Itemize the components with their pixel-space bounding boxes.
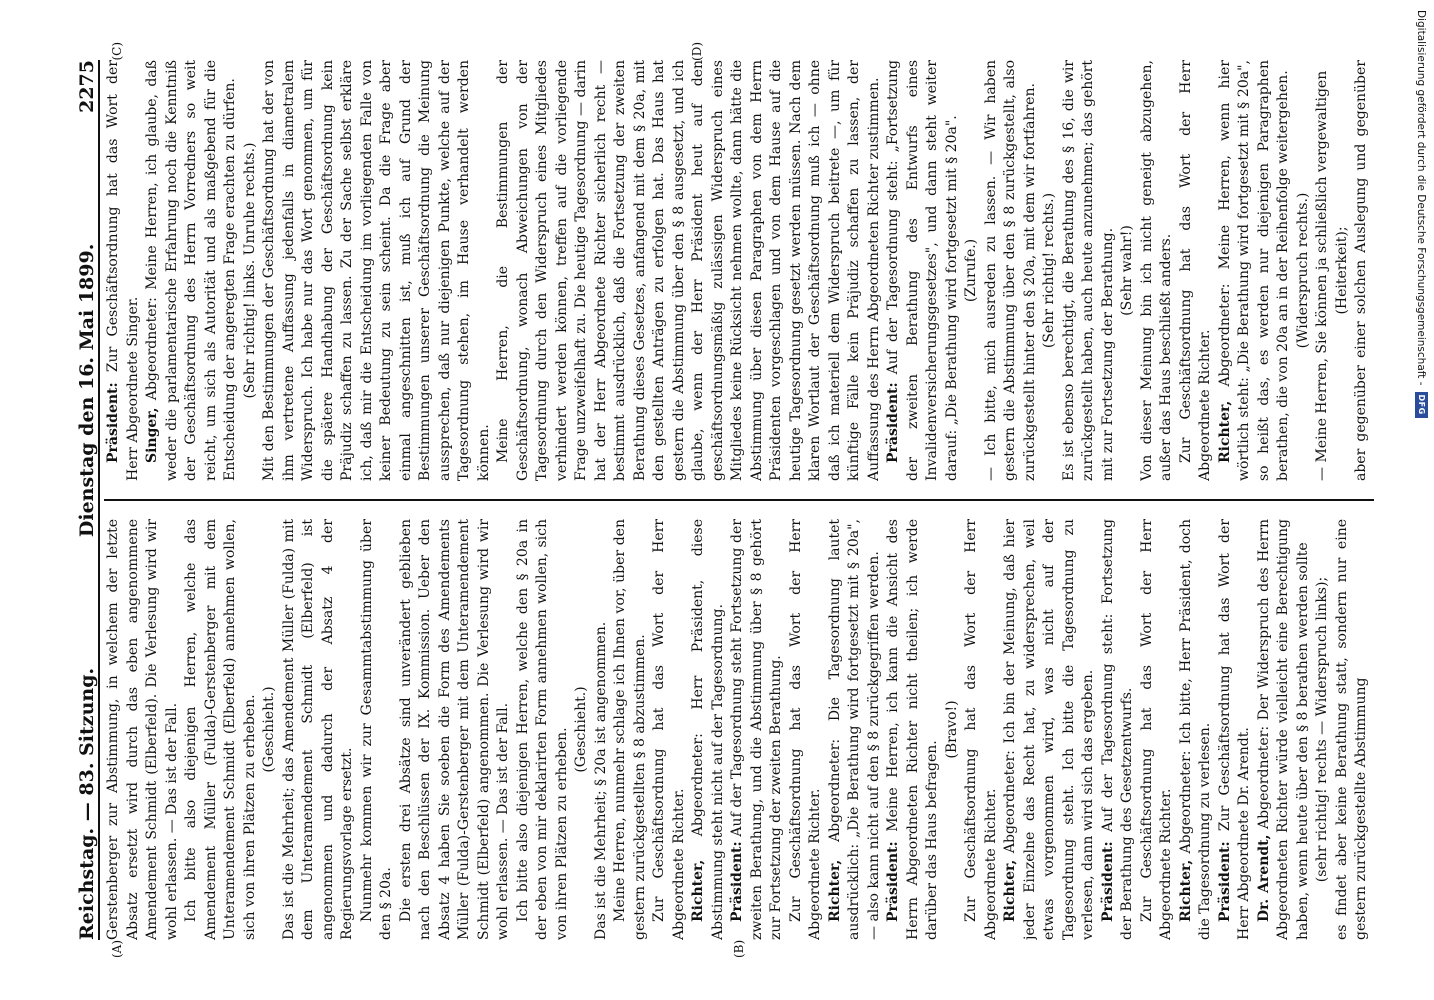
speaker-name: Präsident:: [105, 382, 121, 463]
paragraph: (Geschieht.): [573, 686, 589, 773]
paragraph: Das ist die Mehrheit; § 20a ist angenommen.: [592, 621, 609, 940]
paragraph: Dr. Arendt, Abgeordneter: Der Widerspruch des Herrn Abgeordneten Richter würde vielleicht eine Berechtigung haben, wenn heute über den § 8 berathen werden sollte: [1255, 519, 1311, 940]
paragraph: — Meine Herren, Sie können ja schließlich vergewaltigen: [1314, 70, 1330, 481]
paragraph: — Ich bitte, mich ausreden zu lassen. — Wir haben gestern die Abstimmung über den § 8 zurückgestellt, also zurückgestellt hinter den § 20a, mit dem wir fortfahren.: [982, 60, 1038, 481]
speaker-name: Richter,: [1177, 859, 1194, 922]
paragraph: (sehr richtig! rechts — Widerspruch links);: [1314, 576, 1330, 883]
paragraph: Zur Geschäftsordnung hat das Wort der Herr Abgeordnete Richter.: [787, 519, 823, 940]
right-column: [104, 60, 1374, 481]
paragraph: Zur Geschäftsordnung hat das Wort der Herr Abgeordnete Richter.: [651, 519, 687, 940]
paragraph: Präsident: Auf der Tagesordnung steht: „Fortsetzung der zweiten Berathung des Entwurfs eines Invalidenversicherungsgesetzes", und dann steht weiter darauf: „Die Berathung wird fortgesetzt mit § 20a".: [885, 60, 960, 481]
paragraph: (Sehr wahr!): [1119, 225, 1135, 316]
margin-marker-b: (B): [732, 939, 746, 958]
paragraph: Es ist ebenso berechtigt, die Berathung des § 16, die wir zurückgestellt haben, auch heute anzunehmen; das gehört mit zur Fortsetzung der Berathung.: [1060, 60, 1116, 481]
paragraph: Richter, Abgeordneter: Ich bitte, Herr Präsident, doch die Tagesordnung zu verlesen.: [1177, 519, 1213, 940]
paragraph: (Zurufe.): [963, 238, 979, 303]
paragraph: es findet aber keine Berathung statt, sondern nur eine gestern zurückgestellte Abstimmung: [1333, 519, 1369, 940]
paragraph: (Widerspruch rechts.): [1294, 192, 1311, 349]
margin-marker-c: (C): [110, 42, 124, 61]
paragraph: Zur Geschäftsordnung hat das Wort der Herr Abgeordnete Richter.: [1138, 519, 1174, 940]
paragraph: Ich bitte also diejenigen Herren, welche das Amendement Müller (Fulda)-Gerstenberger mit dem Unteramendement Schmidt (Elberfeld) annehmen wollen, sich von ihren Plätzen zu erheben.: [183, 519, 258, 940]
paragraph: Präsident: Meine Herren, ich kann die Ansicht des Herrn Abgeordneten Richter nicht theilen; ich werde darüber das Haus befragen.: [885, 519, 940, 940]
paragraph: Präsident: Auf der Tagesordnung steht Fortsetzung der zweiten Berathung, und die Abstimmung über § 8 gehört zur Fortsetzung der zweiten Berathung.: [729, 519, 784, 940]
paragraph: Von dieser Meinung bin ich nicht geneigt abzugehen, außer das Haus beschließt anders.: [1138, 60, 1174, 481]
page-number: 2275: [76, 60, 98, 113]
paragraph: (Sehr richtig! links. Unruhe rechts.): [241, 142, 258, 399]
paragraph: Ich bitte also diejenigen Herren, welche den § 20a in der eben von mir deklarirten Form annehmen wollen, sich von ihren Plätzen zu erheben.: [514, 519, 570, 940]
speaker-name: Singer,: [144, 407, 160, 463]
paragraph: Zur Geschäftsordnung hat das Wort der Herr Abgeordnete Richter.: [1177, 60, 1213, 481]
credit-text: Digitalisierung gefördert durch die Deutsche Forschungsgemeinschaft -: [1415, 10, 1428, 386]
left-column: [104, 519, 1374, 940]
paragraph: (Heiterkeit);: [1333, 226, 1350, 315]
dfg-logo: DFG: [1415, 392, 1428, 418]
paragraph: Meine Herren, die Bestimmungen der Geschäftsordnung, wonach Abweichungen von der Tagesordnung durch den Widerspruch eines Mitgliedes verhindert werden können, treffen auf die vorliegende Frage unzweifelhaft zu. Die heutige Tagesordnung — darin hat der Herr Abgeordnete Richter sicherlich recht — bestimmt ausdrücklich, daß die Fortsetzung der zweiten Berathung dieses Gesetzes, anfangend mit dem § 20a, mit den gestellten Anträgen zu erfolgen hat. Das Haus hat gestern die Abstimmung über den § 8 ausgesetzt, und ich glaube, wenn der Herr Präsident heut auf den geschäftsordnungsmäßig zulässigen Widerspruch eines Mitgliedes keine Rücksicht nehmen wollte, dann hätte die Abstimmung über diesen Paragraphen von dem Herrn Präsidenten vorgeschlagen und von dem Hause auf die heutige Tagesordnung gesetzt werden müssen. Nach dem klaren Wortlaut der Geschäftsordnung muß ich — ohne daß ich materiell dem Widerspruch beitrete —, um für künftige Fälle kein Präjudiz schaffen zu lassen, der Auffassung des Herrn Abgeordneten Richter zustimmen.: [495, 60, 882, 481]
speaker-name: Präsident:: [885, 841, 901, 922]
header-left: Reichstag. — 83. Sitzung.: [76, 667, 98, 940]
paragraph: Richter, Abgeordneter: Ich bin der Meinung, daß hier jeder Einzelne das Recht hat, zu widersprechen, weil etwas vorgenommen wird, was nicht auf der Tagesordnung steht. Ich bitte die Tagesordnung zu verlesen, dann wird sich das ergeben.: [1002, 519, 1096, 940]
paragraph: Meine Herren, nunmehr schlage ich Ihnen vor, über den gestern zurückgestellten § 8 abzustimmen.: [612, 519, 648, 940]
paragraph: Gerstenberger zur Abstimmung, in welchem der letzte Absatz ersetzt wird durch das eben angenommene Amendement Schmidt (Elberfeld). Die Verlesung wird wir wohl erlassen. — Das ist der Fall.: [105, 519, 180, 940]
page-header: [58, 60, 100, 940]
paragraph: Das ist die Mehrheit; das Amendement Müller (Fulda) mit dem Unteramendement Schmidt (Elberfeld) ist angenommen und dadurch der Absatz 4 der Regierungsvorlage ersetzt.: [280, 519, 355, 940]
paragraph: (Bravo!): [943, 700, 960, 759]
margin-marker-a: (A): [110, 939, 124, 958]
paragraph: Zur Geschäftsordnung hat das Wort der Herr Abgeordnete Richter.: [963, 519, 999, 940]
margin-marker-d: (D): [690, 42, 704, 61]
paragraph: Nunmehr kommen wir zur Gesammtabstimmung über den § 20a.: [358, 519, 394, 940]
paragraph: Richter, Abgeordneter: Meine Herren, wenn hier wörtlich steht: „Die Berathung wird fortgesetzt mit § 20a", so heißt das, es werden nur diejenigen Paragraphen berathen, die von 20a an in der Reihenfolge weitergehen.: [1216, 60, 1291, 481]
paragraph: Präsident: Auf der Tagesordnung steht: Fortsetzung der Berathung des Gesetzentwurfs.: [1099, 519, 1135, 940]
header-date: Dienstag den 16. Mai 1899.: [76, 243, 98, 538]
speaker-name: Richter,: [690, 859, 706, 922]
column-rule: [104, 499, 1374, 501]
speaker-name: Richter,: [1002, 859, 1018, 922]
speaker-name: Präsident:: [1216, 841, 1233, 922]
paragraph: (Geschieht.): [261, 686, 277, 773]
paragraph: Präsident: Zur Geschäftsordnung hat das Wort der Herr Abgeordnete Dr. Arendt.: [1216, 519, 1252, 940]
paragraph: Mit den Bestimmungen der Geschäftsordnung hat der von ihm vertretene Auffassung jedenfalls in diametralem Widerspruch. Ich habe nur das Wort genommen, um für die spätere Handhabung der Geschäftsordnung kein Präjudiz schaffen zu lassen. Zu der Sache selbst erkläre ich, daß mir die Entscheidung im vorliegenden Falle von keiner Bedeutung zu sein scheint. Da die Frage aber einmal angeschnitten ist, muß ich auf Grund der Bestimmungen unserer Geschäftsordnung die Meinung aussprechen, daß nur diejenigen Punkte, welche auf der Tagesordnung stehen, im Hause verhandelt werden können.: [261, 60, 492, 481]
paragraph: Singer, Abgeordneter: Meine Herren, ich glaube, daß weder die parlamentarische Erfahrung noch die Kenntniß der Geschäftsordnung des Herrn Vorredners so weit reicht, um sich als Autorität und als maßgebend für die Entscheidung der angeregten Frage erachten zu dürfen.: [144, 60, 238, 481]
speaker-name: Präsident:: [729, 841, 745, 922]
speaker-name: Präsident:: [1099, 841, 1116, 922]
speaker-name: Präsident:: [885, 382, 901, 463]
speaker-name: Richter,: [826, 859, 843, 922]
paragraph: (Sehr richtig! rechts.): [1041, 192, 1057, 349]
paragraph: Richter, Abgeordneter: Herr Präsident, diese Abstimmung steht nicht auf der Tagesordnung.: [690, 519, 726, 940]
paragraph: Richter, Abgeordneter: Die Tagesordnung lautet ausdrücklich: „Die Berathung wird fortgesetzt mit § 20a", — also kann nicht auf den § 8 zurückgegriffen werden.: [826, 519, 882, 940]
page-body: [104, 60, 1374, 940]
paragraph: Präsident: Zur Geschäftsordnung hat das Wort der Herr Abgeordnete Singer.: [105, 60, 141, 481]
paragraph: [1372, 519, 1375, 940]
paragraph: Die ersten drei Absätze sind unverändert geblieben nach den Beschlüssen der IX. Kommission. Ueber den Absatz 4 haben Sie soeben die Form des Amendements Müller (Fulda)-Gerstenberger mit dem Unteramendement Schmidt (Elberfeld) angenommen. Die Verlesung wird wir wohl erlassen. — Das ist der Fall.: [397, 519, 511, 940]
paragraph: aber gegenüber einer solchen Auslegung und gegenüber: [1353, 60, 1369, 481]
speaker-name: Richter,: [1216, 400, 1233, 463]
digitization-credit: [1404, 0, 1428, 1000]
speaker-name: Dr. Arendt,: [1255, 834, 1272, 922]
